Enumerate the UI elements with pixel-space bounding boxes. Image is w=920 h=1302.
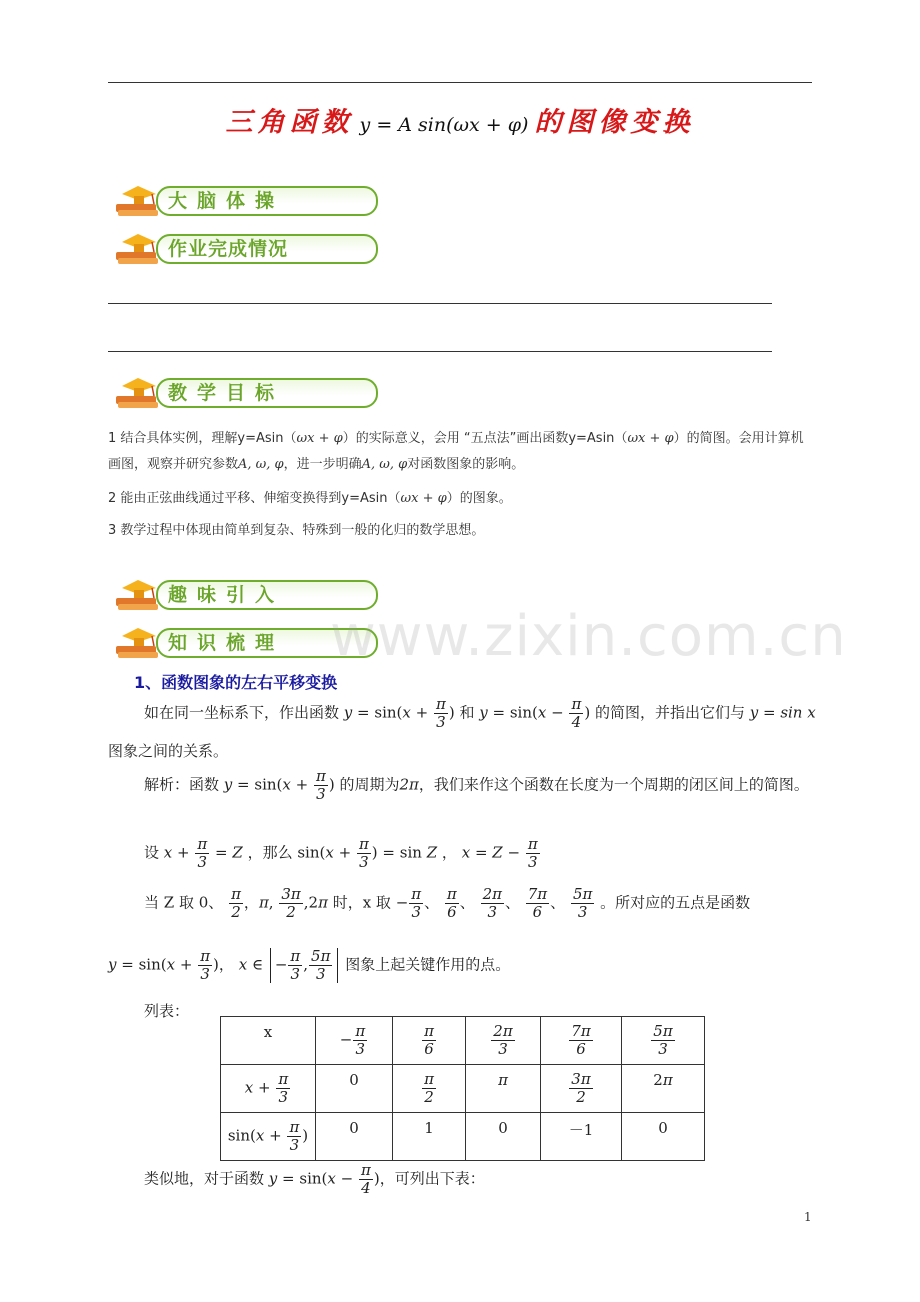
watermark: www.zixin.com.cn [330, 604, 847, 669]
book-cap-icon [112, 578, 162, 612]
para-3: 设 x + $\frac{\pi}{3}$ = Z ，那么 sin(x + $\frac{\pi}{3}$ ) = sin Z ， x = Z − $\frac{\pi}{3}$ [144, 835, 538, 871]
header-rule [108, 82, 812, 83]
book-cap-icon [112, 376, 162, 410]
table-row: sin(x + $\frac{\pi}{3}$ ) 0 1 0 －1 0 [221, 1113, 705, 1161]
para-1-cont: 图象之间的关系。 [108, 742, 229, 760]
page-number: 1 [804, 1210, 812, 1224]
badge-label: 教学目标 [156, 378, 378, 408]
badge-label: 作业完成情况 [156, 234, 378, 264]
section-heading: 1、函数图象的左右平移变换 [134, 673, 338, 692]
para-6: 列表： [144, 1002, 190, 1020]
para-2: 解析：函数 y = sin(x + $\frac{\pi}{3}$ ) 的周期为2π，我们来作这个函数在长度为一个周期的闭区间上的简图。 [144, 767, 809, 803]
answer-line [108, 303, 772, 304]
badge-label: 知识梳理 [156, 628, 378, 658]
badge-label: 趣味引入 [156, 580, 378, 610]
table-row: x + $\frac{\pi}{3}$ 0 $\frac{\pi}{2}$ π $\frac{3\pi}{2}$ 2π [221, 1065, 705, 1113]
answer-line [108, 351, 772, 352]
objective-2: 2 能由正弦曲线通过平移、伸缩变换得到y=Asin（ωx + φ）的图象。 [108, 491, 512, 506]
para-1: 如在同一坐标系下，作出函数 y = sin(x + $\frac{\pi}{3}$ ) 和 y = sin(x − $\frac{\pi}{4}$ ) 的简图，并指出它们与 y = sin x [144, 695, 816, 731]
table-row: x − $\frac{\pi}{3}$ $\frac{\pi}{6}$ $\frac{2\pi}{3}$ $\frac{7\pi}{6}$ $\frac{5\pi}{3}$ [221, 1017, 705, 1065]
title-right: 的图像变换 [534, 107, 695, 138]
para-7: 类似地，对于函数 y = sin(x − $\frac{\pi}{4}$ )，可列出下表： [144, 1161, 485, 1197]
badge-label: 大脑体操 [156, 186, 378, 216]
book-cap-icon [112, 626, 162, 660]
values-table [220, 1016, 705, 1161]
para-4: 当 Z 取 0、 $\frac{\pi}{2}$ ，π, $\frac{3\pi}{2}$ ,2π 时，x 取 − $\frac{\pi}{3}$ 、 $\frac{\pi}{6}$ 、 $\frac{2\pi}{3}$ 、 $\frac{7\pi}{6}$ 、 $\frac{5\pi}{3}$ 。所对应的五点是函数 [144, 885, 751, 921]
objective-3: 3 教学过程中体现由简单到复杂、特殊到一般的化归的数学思想。 [108, 523, 485, 538]
para-5: y = sin(x + $\frac{\pi}{3}$ )， x ∈ − $\frac{\pi}{3}$ , $\frac{5\pi}{3}$ 图象上起关键作用的点。 [108, 947, 511, 983]
title-left: 三角函数 [225, 107, 354, 138]
book-cap-icon [112, 232, 162, 266]
book-cap-icon [112, 184, 162, 218]
page-title [0, 100, 920, 139]
objective-1: 1 结合具体实例，理解y=Asin（ωx + φ）的实际意义，会用 “五点法”画出函数y=Asin（ωx + φ）的简图。会用计算机画图，观察并研究参数A, ω, φ，进一步明确A, ω, φ对函数图象的影响。 [108, 431, 804, 472]
title-formula: y = A sin(ωx + φ) [359, 114, 529, 136]
